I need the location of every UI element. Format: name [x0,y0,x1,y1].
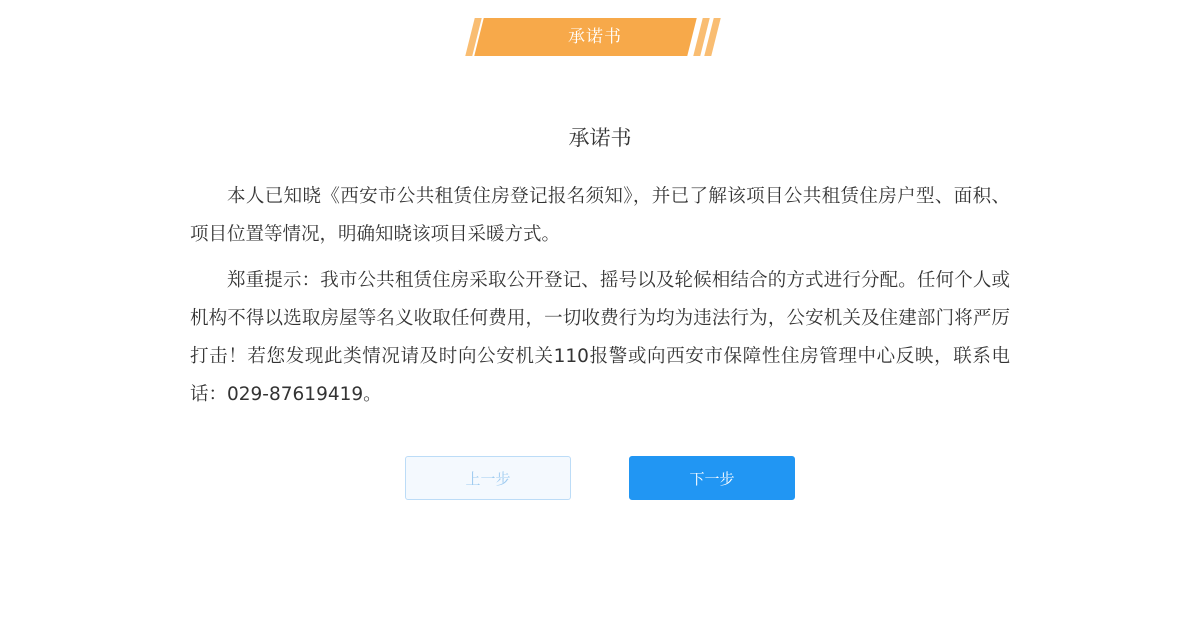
commitment-paragraph-2: 郑重提示：我市公共租赁住房采取公开登记、摇号以及轮候相结合的方式进行分配。任何个人或机构不得以选取房屋等名义收取任何费用，一切收费行为均为违法行为，公安机关及住建部门将严厉打击！若您发现此类情况请及时向公安机关110报警或向西安市保障性住房管理中心反映，联系电话：029-87619419。 [190,270,1010,405]
commitment-paragraph-1: 本人已知晓《西安市公共租赁住房登记报名须知》，并已了解该项目公共租赁住房户型、面积、项目位置等情况，明确知晓该项目采暖方式。 [190,186,1010,245]
page-title: 承诺书 [568,126,632,150]
page-header [0,0,1200,70]
next-step-button[interactable]: 下一步 [629,456,795,500]
main-content [190,70,1010,500]
banner-title: 承诺书 [568,27,622,47]
action-buttons [190,456,1010,500]
previous-step-button[interactable]: 上一步 [405,456,571,500]
banner [470,18,720,56]
